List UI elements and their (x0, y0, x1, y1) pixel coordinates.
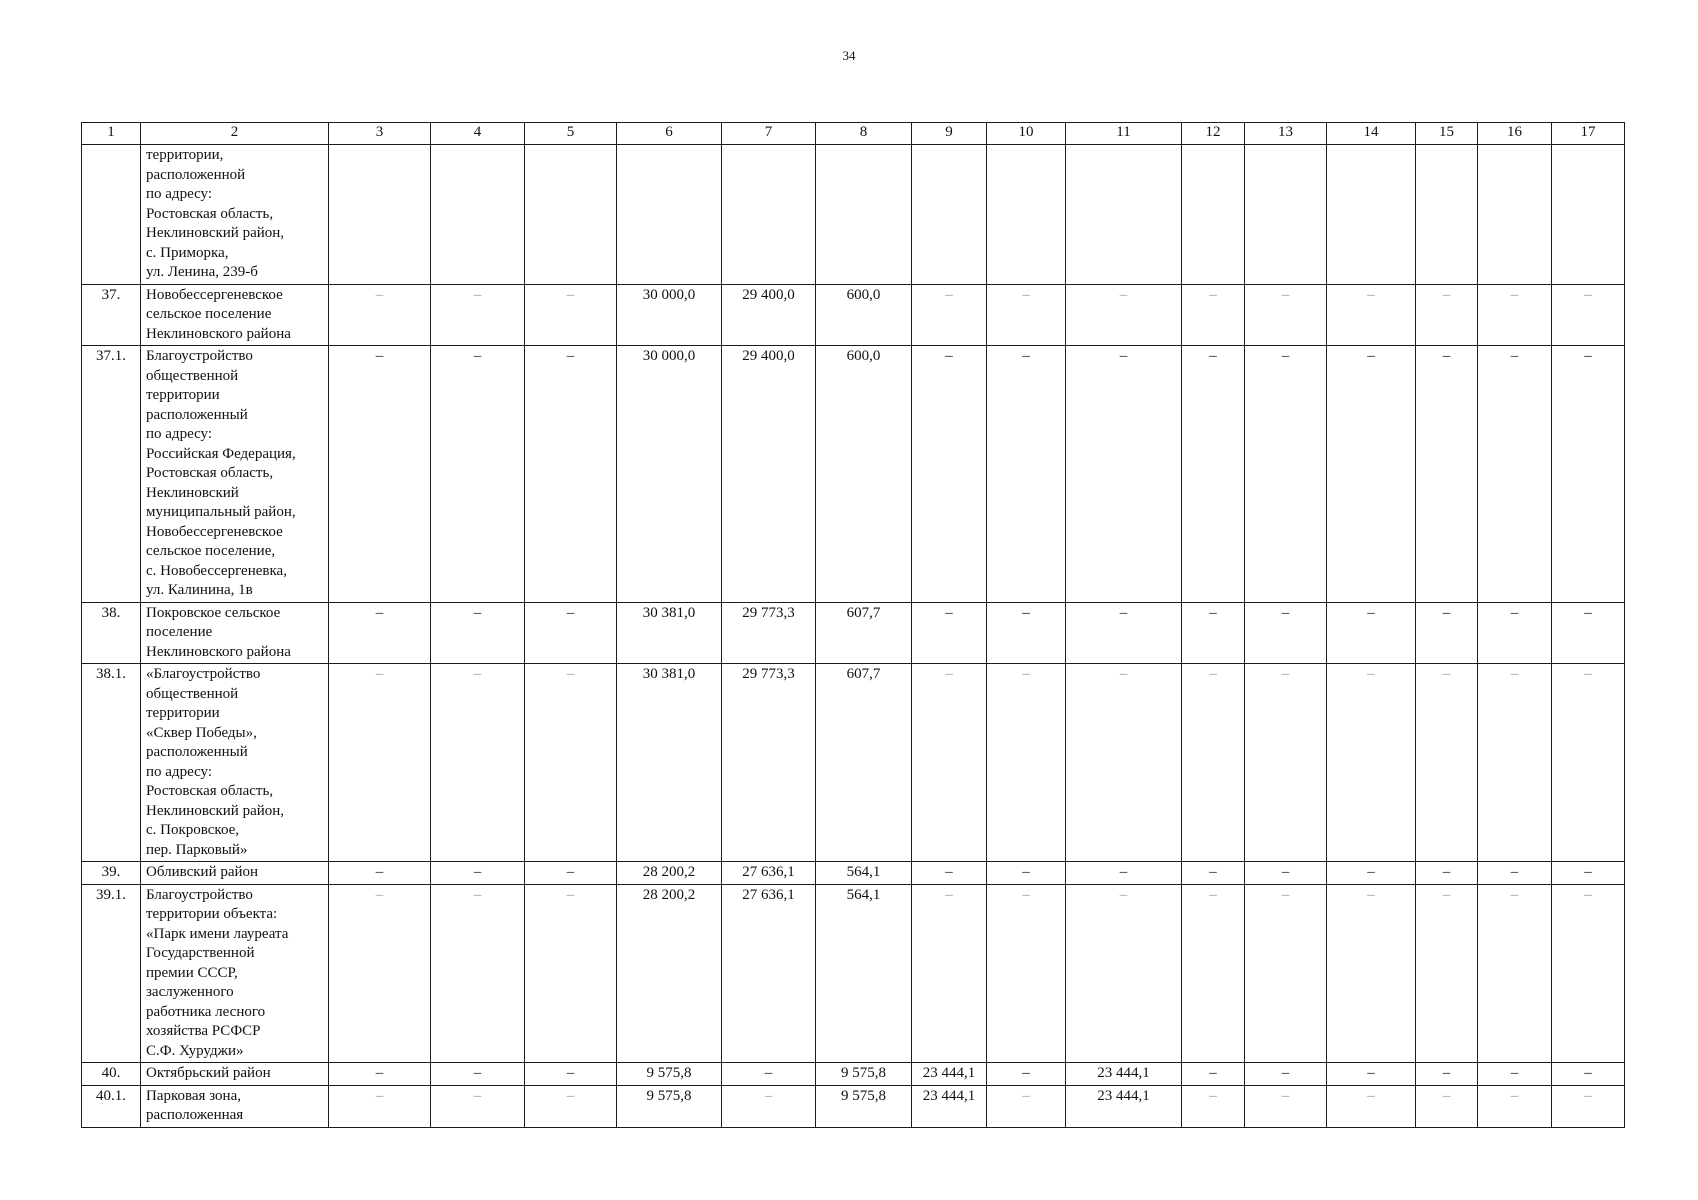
cell-col-14: – (1327, 862, 1416, 885)
cell-col-13 (1245, 145, 1327, 285)
row-name: Благоустройство общественной территории расположенный по адресу: Российская Федерация, Ростовская область, Неклиновский муниципальный район, Новобессергеневское сельское поселение, с. Новобессергеневка, ул. Калинина, 1в (141, 346, 329, 603)
col-header-16: 16 (1478, 123, 1552, 145)
table-row (82, 1063, 1625, 1086)
cell-col-7: – (722, 1063, 816, 1086)
cell-col-17 (1552, 145, 1625, 285)
cell-col-6: 30 381,0 (617, 602, 722, 664)
cell-col-14 (1327, 145, 1416, 285)
col-header-13: 13 (1245, 123, 1327, 145)
page-number: 34 (842, 48, 856, 63)
cell-col-7: 29 773,3 (722, 602, 816, 664)
col-header-11: 11 (1066, 123, 1182, 145)
cell-col-5: – (525, 284, 617, 346)
cell-col-14: – (1327, 1085, 1416, 1127)
cell-col-10 (987, 145, 1066, 285)
cell-col-3: – (329, 346, 431, 603)
cell-col-6: 30 000,0 (617, 284, 722, 346)
row-name: Покровское сельское поселение Неклиновского района (141, 602, 329, 664)
cell-col-4 (431, 145, 525, 285)
cell-col-16: – (1478, 284, 1552, 346)
cell-col-14: – (1327, 284, 1416, 346)
cell-col-5: – (525, 1063, 617, 1086)
cell-col-16: – (1478, 884, 1552, 1063)
row-number: 40. (82, 1063, 141, 1086)
row-number (82, 145, 141, 285)
row-name: «Благоустройство общественной территории «Сквер Победы», расположенный по адресу: Ростовская область, Неклиновский район, с. Покровское, пер. Парковый» (141, 664, 329, 862)
cell-col-4: – (431, 664, 525, 862)
cell-col-7: 29 400,0 (722, 346, 816, 603)
table-row (82, 1085, 1625, 1127)
row-number: 38.1. (82, 664, 141, 862)
cell-col-10: – (987, 862, 1066, 885)
cell-col-17: – (1552, 884, 1625, 1063)
cell-col-16: – (1478, 346, 1552, 603)
cell-col-12: – (1182, 664, 1245, 862)
cell-col-11: – (1066, 664, 1182, 862)
cell-col-6: 30 000,0 (617, 346, 722, 603)
header-row (82, 123, 1625, 145)
cell-col-10: – (987, 1063, 1066, 1086)
cell-col-10: – (987, 664, 1066, 862)
cell-col-11 (1066, 145, 1182, 285)
cell-col-7: 29 400,0 (722, 284, 816, 346)
cell-col-5: – (525, 346, 617, 603)
cell-col-6: 9 575,8 (617, 1085, 722, 1127)
cell-col-5: – (525, 664, 617, 862)
cell-col-4: – (431, 862, 525, 885)
cell-col-8: 607,7 (816, 664, 912, 862)
cell-col-15 (1416, 145, 1478, 285)
cell-col-3 (329, 145, 431, 285)
cell-col-15: – (1416, 602, 1478, 664)
cell-col-8: 9 575,8 (816, 1085, 912, 1127)
cell-col-5: – (525, 1085, 617, 1127)
cell-col-3: – (329, 884, 431, 1063)
col-header-14: 14 (1327, 123, 1416, 145)
cell-col-10: – (987, 602, 1066, 664)
cell-col-6: 30 381,0 (617, 664, 722, 862)
col-header-4: 4 (431, 123, 525, 145)
cell-col-16 (1478, 145, 1552, 285)
table-row (82, 664, 1625, 862)
budget-table (81, 122, 1625, 1128)
row-number: 40.1. (82, 1085, 141, 1127)
cell-col-16: – (1478, 1063, 1552, 1086)
cell-col-12: – (1182, 346, 1245, 603)
col-header-1: 1 (82, 123, 141, 145)
row-name: Обливский район (141, 862, 329, 885)
cell-col-12: – (1182, 284, 1245, 346)
row-name: Парковая зона, расположенная (141, 1085, 329, 1127)
cell-col-15: – (1416, 284, 1478, 346)
cell-col-17: – (1552, 346, 1625, 603)
cell-col-10: – (987, 884, 1066, 1063)
col-header-5: 5 (525, 123, 617, 145)
cell-col-11: – (1066, 602, 1182, 664)
cell-col-3: – (329, 284, 431, 346)
col-header-3: 3 (329, 123, 431, 145)
cell-col-17: – (1552, 1063, 1625, 1086)
cell-col-12: – (1182, 602, 1245, 664)
cell-col-9: – (912, 602, 987, 664)
cell-col-6: 28 200,2 (617, 884, 722, 1063)
cell-col-9: – (912, 884, 987, 1063)
cell-col-7 (722, 145, 816, 285)
cell-col-14: – (1327, 1063, 1416, 1086)
cell-col-3: – (329, 664, 431, 862)
cell-col-8: 564,1 (816, 862, 912, 885)
cell-col-4: – (431, 284, 525, 346)
row-number: 37. (82, 284, 141, 346)
cell-col-7: – (722, 1085, 816, 1127)
cell-col-10: – (987, 1085, 1066, 1127)
cell-col-17: – (1552, 664, 1625, 862)
cell-col-15: – (1416, 862, 1478, 885)
row-name: Новобессергеневское сельское поселение Неклиновского района (141, 284, 329, 346)
cell-col-7: 27 636,1 (722, 862, 816, 885)
col-header-8: 8 (816, 123, 912, 145)
cell-col-4: – (431, 1063, 525, 1086)
cell-col-16: – (1478, 862, 1552, 885)
cell-col-4: – (431, 602, 525, 664)
cell-col-3: – (329, 602, 431, 664)
cell-col-9: – (912, 346, 987, 603)
cell-col-6: 28 200,2 (617, 862, 722, 885)
cell-col-9: 23 444,1 (912, 1063, 987, 1086)
table-row (82, 884, 1625, 1063)
cell-col-15: – (1416, 884, 1478, 1063)
row-number: 38. (82, 602, 141, 664)
cell-col-8: 600,0 (816, 284, 912, 346)
cell-col-8 (816, 145, 912, 285)
col-header-10: 10 (987, 123, 1066, 145)
cell-col-3: – (329, 1085, 431, 1127)
cell-col-17: – (1552, 1085, 1625, 1127)
cell-col-4: – (431, 884, 525, 1063)
cell-col-8: 600,0 (816, 346, 912, 603)
cell-col-17: – (1552, 284, 1625, 346)
cell-col-13: – (1245, 284, 1327, 346)
cell-col-13: – (1245, 1085, 1327, 1127)
cell-col-12: – (1182, 884, 1245, 1063)
cell-col-5 (525, 145, 617, 285)
cell-col-3: – (329, 1063, 431, 1086)
cell-col-13: – (1245, 602, 1327, 664)
cell-col-11: – (1066, 284, 1182, 346)
cell-col-5: – (525, 862, 617, 885)
cell-col-14: – (1327, 346, 1416, 603)
cell-col-16: – (1478, 1085, 1552, 1127)
cell-col-7: 27 636,1 (722, 884, 816, 1063)
table-row (82, 284, 1625, 346)
cell-col-11: 23 444,1 (1066, 1063, 1182, 1086)
col-header-9: 9 (912, 123, 987, 145)
cell-col-14: – (1327, 884, 1416, 1063)
row-number: 37.1. (82, 346, 141, 603)
cell-col-12: – (1182, 1063, 1245, 1086)
cell-col-16: – (1478, 602, 1552, 664)
cell-col-6 (617, 145, 722, 285)
cell-col-12: – (1182, 862, 1245, 885)
cell-col-14: – (1327, 664, 1416, 862)
cell-col-11: – (1066, 884, 1182, 1063)
cell-col-7: 29 773,3 (722, 664, 816, 862)
row-name: Октябрьский район (141, 1063, 329, 1086)
cell-col-6: 9 575,8 (617, 1063, 722, 1086)
row-name: Благоустройство территории объекта: «Парк имени лауреата Государственной премии СССР, заслуженного работника лесного хозяйства РСФСР С.Ф. Хуруджи» (141, 884, 329, 1063)
cell-col-9: – (912, 664, 987, 862)
row-name: территории, расположенной по адресу: Ростовская область, Неклиновский район, с. Приморка, ул. Ленина, 239-б (141, 145, 329, 285)
cell-col-13: – (1245, 1063, 1327, 1086)
cell-col-9 (912, 145, 987, 285)
col-header-12: 12 (1182, 123, 1245, 145)
cell-col-13: – (1245, 346, 1327, 603)
cell-col-11: 23 444,1 (1066, 1085, 1182, 1127)
cell-col-4: – (431, 1085, 525, 1127)
col-header-6: 6 (617, 123, 722, 145)
cell-col-12 (1182, 145, 1245, 285)
cell-col-13: – (1245, 862, 1327, 885)
cell-col-12: – (1182, 1085, 1245, 1127)
cell-col-15: – (1416, 1063, 1478, 1086)
cell-col-8: 564,1 (816, 884, 912, 1063)
cell-col-13: – (1245, 664, 1327, 862)
table-row (82, 602, 1625, 664)
row-number: 39. (82, 862, 141, 885)
cell-col-15: – (1416, 1085, 1478, 1127)
cell-col-13: – (1245, 884, 1327, 1063)
table-row (82, 145, 1625, 285)
cell-col-5: – (525, 884, 617, 1063)
row-number: 39.1. (82, 884, 141, 1063)
cell-col-10: – (987, 284, 1066, 346)
cell-col-5: – (525, 602, 617, 664)
cell-col-17: – (1552, 602, 1625, 664)
cell-col-8: 607,7 (816, 602, 912, 664)
col-header-7: 7 (722, 123, 816, 145)
cell-col-9: – (912, 862, 987, 885)
cell-col-16: – (1478, 664, 1552, 862)
table-row (82, 862, 1625, 885)
cell-col-3: – (329, 862, 431, 885)
cell-col-10: – (987, 346, 1066, 603)
col-header-17: 17 (1552, 123, 1625, 145)
col-header-2: 2 (141, 123, 329, 145)
cell-col-11: – (1066, 862, 1182, 885)
cell-col-14: – (1327, 602, 1416, 664)
cell-col-9: 23 444,1 (912, 1085, 987, 1127)
cell-col-15: – (1416, 664, 1478, 862)
cell-col-4: – (431, 346, 525, 603)
table-row (82, 346, 1625, 603)
cell-col-15: – (1416, 346, 1478, 603)
cell-col-8: 9 575,8 (816, 1063, 912, 1086)
col-header-15: 15 (1416, 123, 1478, 145)
cell-col-11: – (1066, 346, 1182, 603)
cell-col-17: – (1552, 862, 1625, 885)
cell-col-9: – (912, 284, 987, 346)
